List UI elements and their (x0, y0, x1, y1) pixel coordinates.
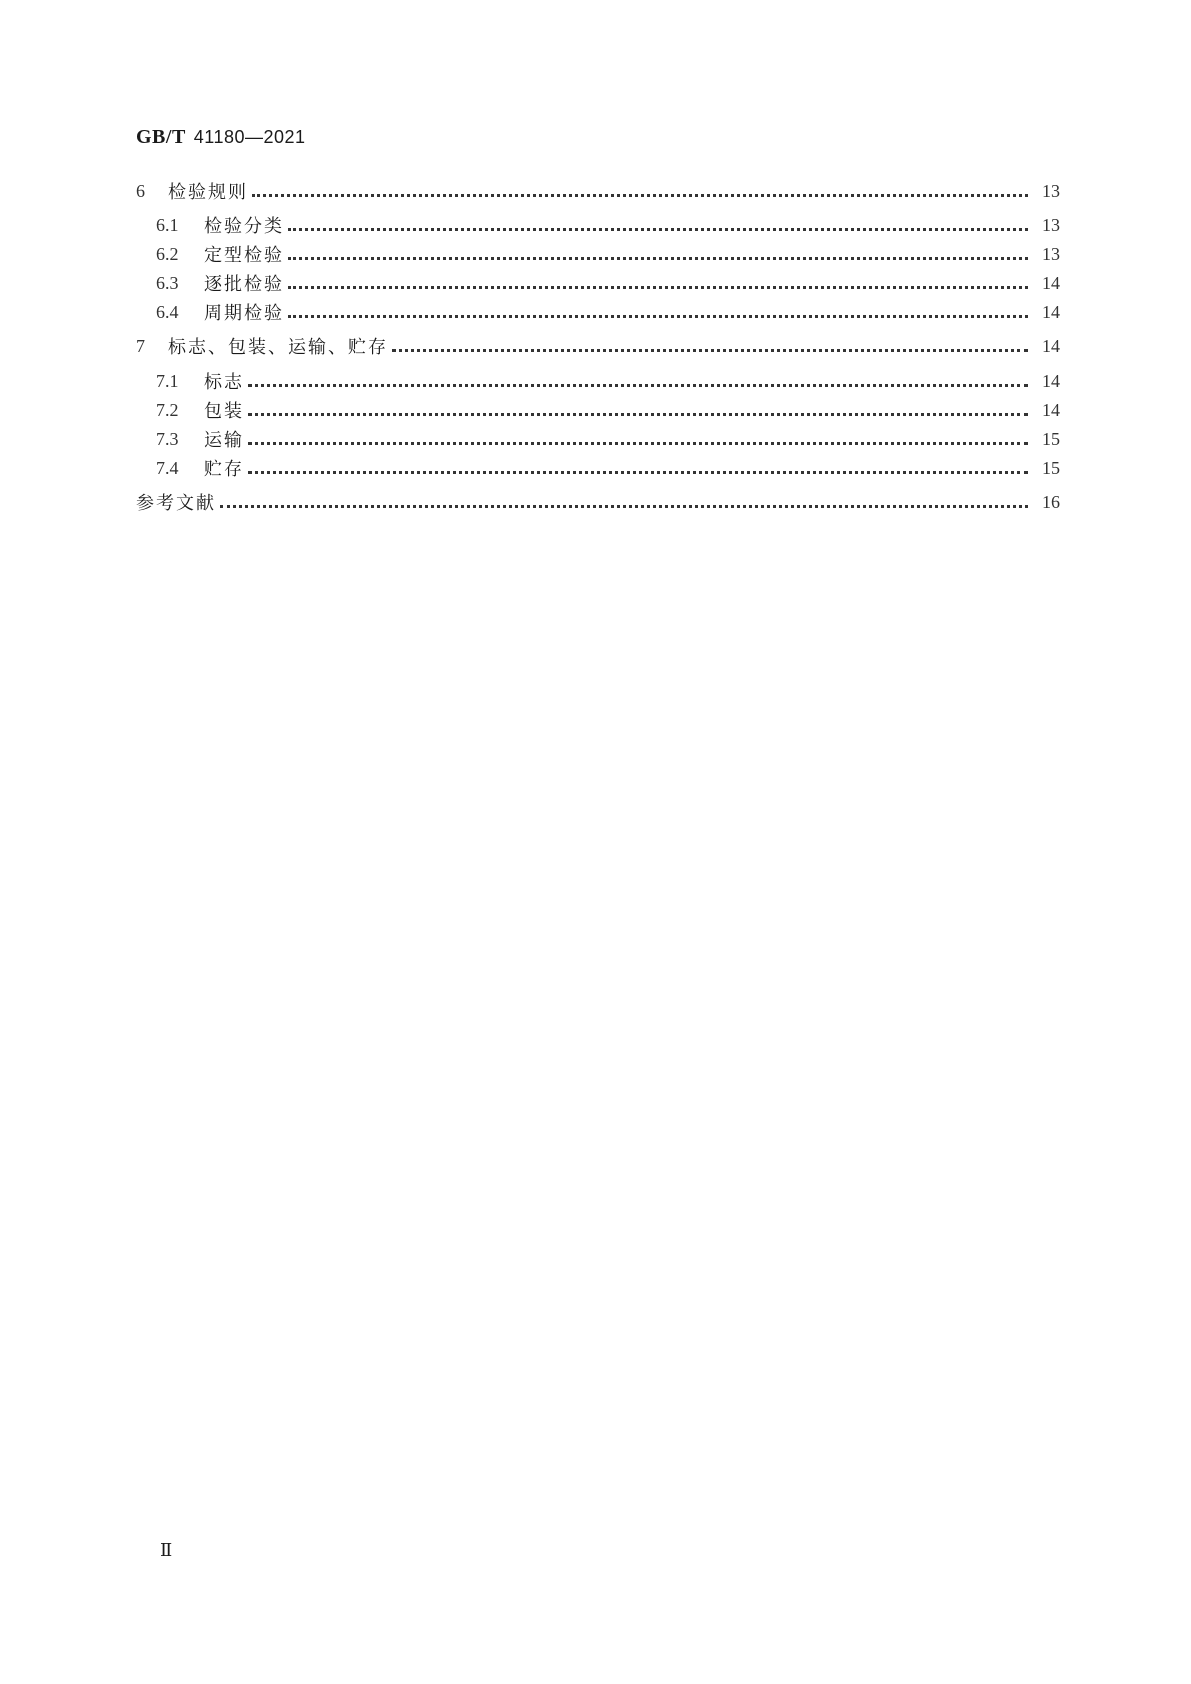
toc-entry-page: 13 (1042, 243, 1060, 264)
toc-leader-dots (248, 393, 1028, 416)
toc-entry[interactable] (136, 426, 1060, 452)
toc-entry-number: 7.1 (156, 370, 179, 391)
toc-entry[interactable] (136, 241, 1060, 267)
toc-entry[interactable] (136, 299, 1060, 325)
toc-leader-dots (392, 329, 1028, 352)
toc-entry-page: 14 (1042, 272, 1060, 293)
document-header (136, 126, 306, 149)
toc-entry-page: 15 (1042, 457, 1060, 478)
toc-entry-title: 包装 (204, 401, 244, 422)
toc-entry-page: 13 (1042, 180, 1060, 201)
toc-entry-page: 14 (1042, 370, 1060, 391)
toc-entry-title: 运输 (204, 430, 244, 451)
toc-entry[interactable] (136, 212, 1060, 238)
toc-leader-dots (220, 485, 1028, 508)
toc-leader-dots (248, 422, 1028, 445)
toc-entry[interactable] (136, 368, 1060, 394)
toc-leader-dots (288, 237, 1028, 260)
toc-entry-references[interactable] (136, 489, 1060, 515)
toc-entry-number: 6.1 (156, 214, 179, 235)
toc-entry-title: 定型检验 (204, 245, 284, 266)
toc-entry[interactable] (136, 333, 1060, 359)
toc-entry[interactable] (136, 397, 1060, 423)
toc-entry-page: 16 (1042, 491, 1060, 512)
toc-entry-page: 14 (1042, 301, 1060, 322)
toc-entry-page: 14 (1042, 399, 1060, 420)
toc-entry-number: 7 (136, 335, 145, 356)
toc-entry-title: 检验规则 (168, 182, 248, 203)
toc-entry[interactable] (136, 178, 1060, 204)
toc-entry-title: 标志 (204, 372, 244, 393)
page-number: Ⅱ (160, 1540, 173, 1560)
toc-leader-dots (248, 451, 1028, 474)
toc-entry-title: 参考文献 (136, 493, 216, 514)
toc-leader-dots (288, 295, 1028, 318)
toc-entry-number: 7.4 (156, 457, 179, 478)
toc-entry-number: 7.2 (156, 399, 179, 420)
standard-prefix: GB/T (136, 126, 186, 148)
toc-entry-title: 贮存 (204, 459, 244, 480)
toc-entry-title: 检验分类 (204, 216, 284, 237)
toc-entry-title: 周期检验 (204, 303, 284, 324)
toc-entry-number: 6.3 (156, 272, 179, 293)
toc-entry-number: 7.3 (156, 428, 179, 449)
toc-entry-page: 13 (1042, 214, 1060, 235)
toc-leader-dots (248, 364, 1028, 387)
toc-entry[interactable] (136, 270, 1060, 296)
toc-entry-title: 标志、包装、运输、贮存 (168, 337, 388, 358)
toc-entry-title: 逐批检验 (204, 274, 284, 295)
toc-entry-page: 15 (1042, 428, 1060, 449)
toc-entry-page: 14 (1042, 335, 1060, 356)
toc-entry-number: 6.4 (156, 301, 179, 322)
standard-number: 41180—2021 (193, 127, 306, 147)
toc-entry-number: 6 (136, 180, 145, 201)
toc-leader-dots (288, 208, 1028, 231)
toc-entry[interactable] (136, 455, 1060, 481)
toc-leader-dots (288, 266, 1028, 289)
toc-leader-dots (252, 174, 1028, 197)
toc-entry-number: 6.2 (156, 243, 179, 264)
